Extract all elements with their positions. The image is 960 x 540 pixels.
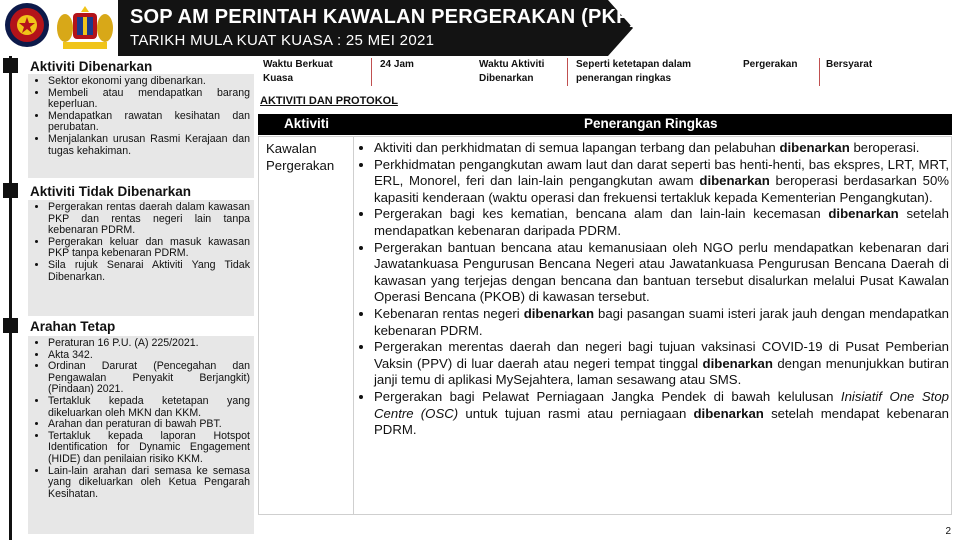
list-item: • Arahan dan peraturan di bawah PBT.: [48, 419, 250, 431]
protocol-heading: AKTIVITI DAN PROTOKOL: [260, 95, 398, 107]
allowed-activities-panel: [28, 74, 254, 178]
emphasis-text: dibenarkan: [693, 405, 764, 421]
column-header-activity: Aktiviti: [284, 116, 330, 131]
section-heading-allowed: Aktiviti Dibenarkan: [30, 59, 153, 74]
description-text: setelah mendapat kebenaran PDRM.: [374, 405, 949, 438]
description-text: Pergerakan bagi Pelawat Perniagaan Jangka Pendek di bawah kelulusan: [374, 388, 841, 404]
description-text: dengan menunjukkan butiran janji temu di aplikasi MySejahtera, laman sesawang atau SMS.: [374, 355, 949, 388]
emphasis-text: dibenarkan: [699, 173, 770, 189]
description-text: setelah mendapatkan kebenaran daripada PDRM.: [374, 206, 949, 238]
emphasis-text: dibenarkan: [828, 206, 899, 222]
effective-date: TARIKH MULA KUAT KUASA : 25 MEI 2021: [130, 32, 435, 49]
description-text: beroperasi berdasarkan 50% kapasiti kenderaan (waktu operasi dan frekuensi tertakluk kepada Kementerian Pengangkutan).: [374, 173, 949, 205]
description-text: untuk tujuan rasmi atau perniagaan: [458, 405, 694, 421]
description-text: bagi pasangan suami isteri jarak jauh dengan mendapatkan kebenaran PDRM.: [374, 305, 949, 338]
section-heading-not-allowed: Aktiviti Tidak Dibenarkan: [30, 184, 192, 199]
activity-hours-value: Seperti ketetapan dalam penerangan ringkas: [576, 59, 692, 84]
page-title: SOP AM PERINTAH KAWALAN PERGERAKAN (PKP): [130, 6, 637, 28]
page-number: 2: [945, 526, 951, 537]
timeline-line: [9, 56, 12, 540]
description-item: [374, 339, 949, 389]
meta-divider: [371, 58, 372, 86]
movement-label: Pergerakan: [743, 59, 798, 70]
description-text: Aktiviti dan perkhidmatan di semua lapangan terbang dan pelabuhan: [374, 140, 780, 155]
list-item: • Sektor ekonomi yang dibenarkan.: [48, 76, 250, 88]
emphasis-text: dibenarkan: [702, 355, 773, 371]
description-text: Kebenaran rentas negeri: [374, 305, 524, 321]
emphasis-text: dibenarkan: [779, 140, 850, 155]
column-divider: [353, 136, 354, 515]
description-text: Pergerakan bantuan bencana atau kemanusiaan oleh NGO perlu mendapatkan kebenaran dari Jawatankuasa Pengurusan Bencana Negeri atau Jawatankuasa Pengurusan Bencana Daerah di kawasan yang terjejas dengan bencana dan bantuan tersebut disalurkan melalui Pusat Kawalan Operasi Bencana (PKOB) di kawasan tersebut.: [374, 239, 949, 305]
description-list: [361, 140, 949, 439]
description-text: Pergerakan bagi kes kematian, bencana alam dan lain-lain kecemasan: [374, 206, 829, 222]
description-item: [374, 240, 949, 306]
description-item: [374, 157, 949, 207]
description-text: beroperasi.: [849, 140, 920, 155]
list-item: • Ordinan Darurat (Pencegahan dan Pengawalan Penyakit Berjangkit) (Pindaan) 2021.: [48, 361, 250, 396]
section-marker: [3, 58, 18, 73]
description-item: [374, 306, 949, 339]
description-item: [374, 389, 949, 439]
police-badge-icon: [4, 2, 50, 48]
meta-divider: [567, 58, 568, 86]
list-item: • Sila rujuk Senarai Aktiviti Yang Tidak Dibenarkan.: [48, 260, 250, 283]
list-item: • Tertakluk kepada laporan Hotspot Identification for Dynamic Engagement (HIDE) dan penilaian risiko KKM.: [48, 431, 250, 466]
description-cell: [361, 140, 949, 439]
header: [0, 0, 960, 56]
description-text: Pergerakan merentas daerah dan negeri bagi tujuan vaksinasi COVID-19 di Pusat Pemberian Vaksin (PPV) di luar daerah atau negeri tempat tinggal: [374, 339, 949, 371]
column-header-description: Penerangan Ringkas: [584, 116, 718, 131]
list-item: • Peraturan 16 P.U. (A) 225/2021.: [48, 338, 250, 350]
description-item: [374, 206, 949, 239]
activity-cell: Kawalan Pergerakan: [266, 141, 335, 173]
standing-orders-panel: [28, 336, 254, 534]
standing-orders-list: [28, 336, 254, 502]
list-item: • Lain-lain arahan dari semasa ke semasa yang dikeluarkan oleh Ketua Pengarah Kesihatan.: [48, 466, 250, 501]
list-item: • Menjalankan urusan Rasmi Kerajaan dan tugas kehakiman.: [48, 134, 250, 157]
coat-of-arms-icon: [53, 4, 117, 52]
section-marker: [3, 318, 18, 333]
meta-divider: [819, 58, 820, 86]
list-item: • Pergerakan keluar dan masuk kawasan PKP tanpa kebenaran PDRM.: [48, 237, 250, 260]
list-item: • Tertakluk kepada ketetapan yang dikeluarkan oleh MKN dan KKM.: [48, 396, 250, 419]
not-allowed-activities-list: [28, 200, 254, 285]
description-text: Inisiatif One Stop Centre (OSC): [374, 388, 949, 421]
activity-hours-label: Waktu Aktiviti Dibenarkan: [479, 59, 545, 84]
effective-hours-value: 24 Jam: [380, 59, 414, 70]
not-allowed-activities-panel: [28, 200, 254, 316]
description-item: [374, 140, 949, 157]
list-item: • Membeli atau mendapatkan barang keperluan.: [48, 88, 250, 111]
list-item: • Pergerakan rentas daerah dalam kawasan PKP dan rentas negeri lain tanpa kebenaran PDRM.: [48, 202, 250, 237]
description-text: Perkhidmatan pengangkutan awam laut dan darat seperti bas henti-henti, bas ekspres, LRT, MRT, ERL, Monorel, feri dan lain-lain pengangkutan awam: [374, 156, 949, 189]
movement-value: Bersyarat: [826, 59, 873, 70]
section-heading-standing-orders: Arahan Tetap: [30, 319, 116, 334]
list-item: • Mendapatkan rawatan kesihatan dan perubatan.: [48, 111, 250, 134]
allowed-activities-list: [28, 74, 254, 159]
section-marker: [3, 183, 18, 198]
emphasis-text: dibenarkan: [523, 305, 595, 321]
effective-hours-label: Waktu Berkuat Kuasa: [263, 59, 333, 84]
list-item: • Akta 342.: [48, 350, 250, 362]
